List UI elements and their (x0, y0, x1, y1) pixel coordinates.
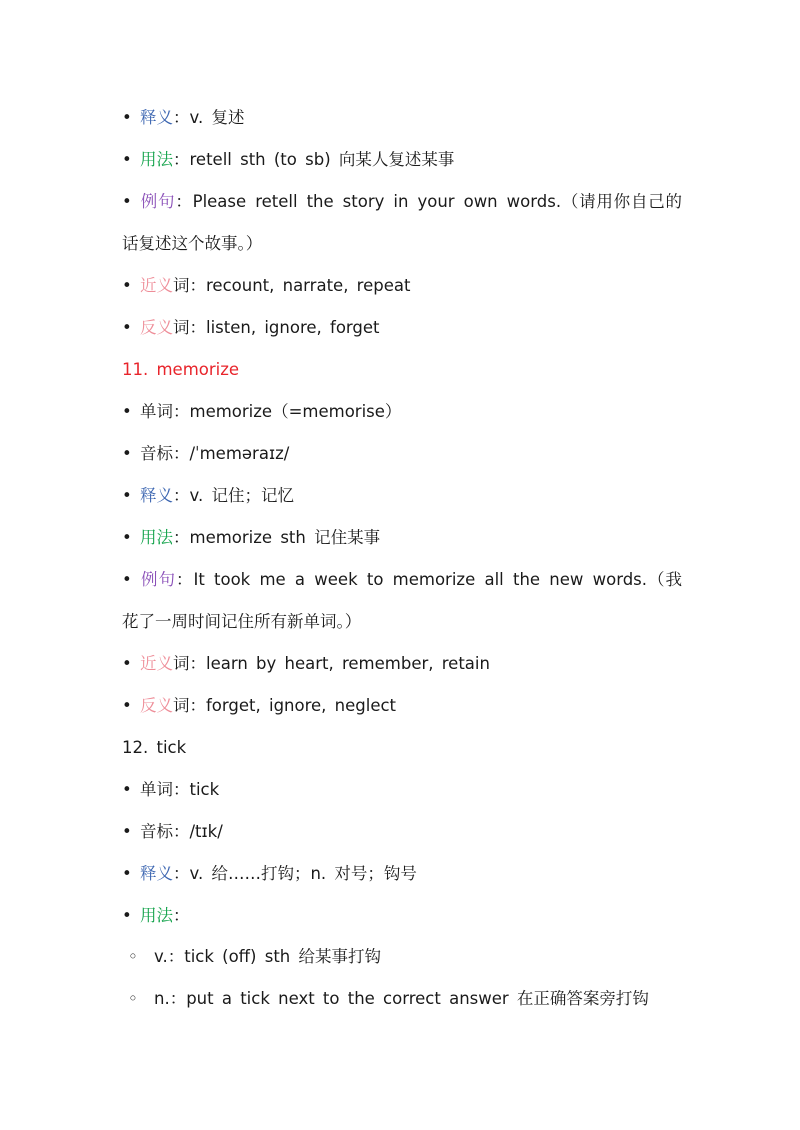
line-text: 词：recount, narrate, repeat (173, 276, 411, 295)
label-example: 例句 (140, 192, 176, 211)
label-example: 例句 (140, 570, 176, 589)
bullet-line (122, 443, 682, 465)
sub-bullet-marker: ◦ (128, 947, 138, 966)
sub-bullet-line (122, 988, 682, 1010)
bullet-line (122, 107, 682, 129)
label-synonym: 近义 (140, 276, 173, 295)
line-text: ：v. 记住；记忆 (173, 486, 294, 505)
line-text: v.：tick (off) sth 给某事打钩 (154, 947, 382, 966)
bullet-marker: • (122, 192, 132, 211)
label-phonetic: 音标 (140, 822, 173, 841)
bullet-line (122, 695, 682, 717)
line-text: ：memorize sth 记住某事 (173, 528, 381, 547)
sub-bullet-line (122, 946, 682, 968)
bullet-line (122, 317, 682, 339)
sub-bullet-marker: ◦ (128, 989, 138, 1008)
bullet-marker: • (122, 780, 132, 799)
bullet-marker: • (122, 150, 132, 169)
label-meaning: 释义 (140, 864, 173, 883)
bullet-line (122, 905, 682, 927)
bullet-marker: • (122, 696, 132, 715)
bullet-marker: • (122, 822, 132, 841)
bullet-marker: • (122, 486, 132, 505)
bullet-marker: • (122, 402, 132, 421)
label-word: 单词 (140, 780, 173, 799)
label-synonym: 近义 (140, 654, 173, 673)
bullet-line (122, 653, 682, 675)
label-usage: 用法 (140, 528, 173, 547)
label-phonetic: 音标 (140, 444, 173, 463)
line-text: ：v. 复述 (173, 108, 245, 127)
bullet-marker: • (122, 906, 132, 925)
line-text: 词：learn by heart, remember, retain (173, 654, 490, 673)
bullet-line (122, 275, 682, 297)
entry-heading: 11. memorize (122, 360, 240, 379)
bullet-line (122, 401, 682, 423)
bullet-line (122, 863, 682, 885)
label-antonym: 反义 (140, 696, 173, 715)
bullet-marker: • (122, 444, 132, 463)
bullet-marker: • (122, 318, 132, 337)
label-antonym: 反义 (140, 318, 173, 337)
label-word: 单词 (140, 402, 173, 421)
bullet-line (122, 527, 682, 549)
label-usage: 用法 (140, 906, 173, 925)
line-text: ：/tɪk/ (173, 822, 223, 841)
bullet-marker: • (122, 654, 132, 673)
entry-heading: 12. tick (122, 738, 187, 757)
label-meaning: 释义 (140, 108, 173, 127)
line-text: ：It took me a week to memorize all the new words.（我花了一周时间记住所有新单词。） (122, 570, 683, 631)
label-meaning: 释义 (140, 486, 173, 505)
line-text: ：/ˈmeməraɪz/ (173, 444, 290, 463)
bullet-line-wrapped (122, 559, 682, 643)
bullet-marker: • (122, 276, 132, 295)
line-text: n.：put a tick next to the correct answer 在正确答案旁打钩 (154, 989, 649, 1008)
line-text: 词：forget, ignore, neglect (173, 696, 397, 715)
bullet-line (122, 821, 682, 843)
line-text: ： (173, 906, 190, 925)
line-text: ：Please retell the story in your own words.（请用你自己的话复述这个故事。） (122, 192, 683, 253)
bullet-marker: • (122, 864, 132, 883)
bullet-line (122, 149, 682, 171)
line-text: ：tick (173, 780, 220, 799)
label-usage: 用法 (140, 150, 173, 169)
bullet-marker: • (122, 528, 132, 547)
bullet-marker: • (122, 108, 132, 127)
line-text: ：v. 给……打钩；n. 对号；钩号 (173, 864, 417, 883)
line-text: ：retell sth (to sb) 向某人复述某事 (173, 150, 455, 169)
bullet-line-wrapped (122, 181, 682, 265)
bullet-marker: • (122, 570, 132, 589)
line-text: ：memorize（=memorise） (173, 402, 402, 421)
bullet-line (122, 779, 682, 801)
bullet-line (122, 485, 682, 507)
line-text: 词：listen, ignore, forget (173, 318, 380, 337)
